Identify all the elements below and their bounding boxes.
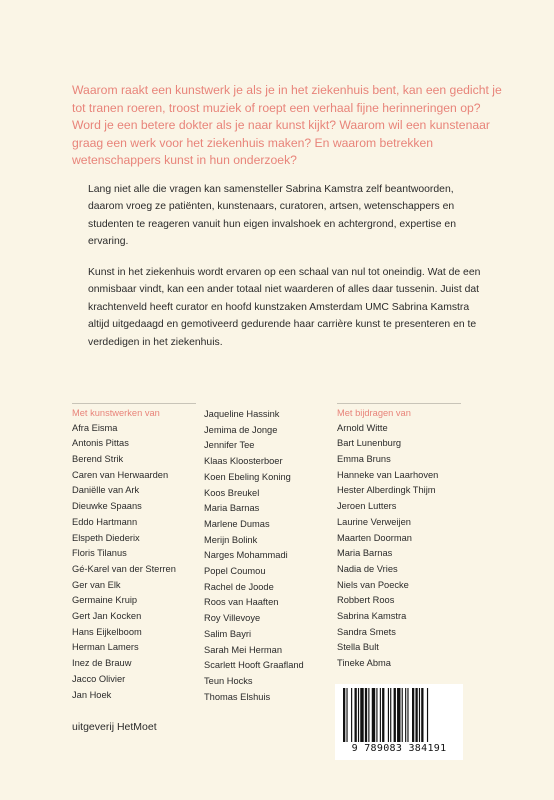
barcode-bar xyxy=(402,688,403,742)
publisher-name: uitgeverij HetMoet xyxy=(72,721,157,733)
barcode-bar xyxy=(355,688,357,742)
name-list-item: Jeroen Lutters xyxy=(337,501,397,512)
barcode-bar xyxy=(427,688,428,742)
name-list-item: Caren van Herwaarden xyxy=(72,469,169,480)
name-list-item: Narges Mohammadi xyxy=(204,550,288,561)
name-list-item: Antonis Pittas xyxy=(72,438,129,449)
barcode-bar xyxy=(372,688,375,742)
name-list-item: Niels van Poecke xyxy=(337,579,409,590)
name-list-item: Herman Lamers xyxy=(72,642,139,653)
name-list-item: Floris Tilanus xyxy=(72,548,127,559)
isbn-number: 9 789083 384191 xyxy=(351,743,447,754)
name-list-item: Jacco Olivier xyxy=(72,673,126,684)
barcode-bar xyxy=(368,688,369,742)
barcode-bar xyxy=(351,688,352,742)
name-list-item: Maarten Doorman xyxy=(337,532,412,543)
name-list-item: Daniëlle van Ark xyxy=(72,485,140,496)
name-list-item: Bart Lunenburg xyxy=(337,438,402,449)
barcode-bar xyxy=(407,688,408,742)
name-list-item: Hans Eijkelboom xyxy=(72,626,142,637)
barcode-bar xyxy=(358,688,359,742)
name-list-item: Popel Coumou xyxy=(204,566,266,577)
name-list-item: Klaas Kloosterboer xyxy=(204,456,283,467)
contributors-column xyxy=(337,403,461,672)
name-list-item: Inez de Brauw xyxy=(72,658,132,669)
name-list-item: Gé-Karel van der Sterren xyxy=(72,563,176,574)
name-list-item: Roos van Haaften xyxy=(204,597,279,608)
intro-questions: Waarom raakt een kunstwerk je als je in het ziekenhuis bent, kan een gedicht je tot tranen roeren, troost muziek of roept een verhaal fijne herinneringen op? Word je een betere dokter als je naar kunst kijkt? Waarom wil een kunstenaar graag een werk voor het ziekenhuis maken? En waarom betrekken wetenschappers kunst in hun onderzoek? xyxy=(72,83,502,167)
barcode-bar xyxy=(365,688,367,742)
name-list-item: Dieuwke Spaans xyxy=(72,501,142,512)
name-list-item: Stella Bult xyxy=(337,642,379,653)
name-list-item: Germaine Kruip xyxy=(72,595,138,606)
barcode-bar xyxy=(421,688,423,742)
name-list-item: Jaqueline Hassink xyxy=(204,409,280,419)
name-list-item: Teun Hocks xyxy=(204,675,253,686)
contributors-heading: Met bijdragen van xyxy=(337,408,411,418)
name-list-item: Jemima de Jonge xyxy=(204,424,278,435)
name-list-item: Merijn Bolink xyxy=(204,534,258,545)
name-list-item: Sabrina Kamstra xyxy=(337,611,407,622)
barcode-bar xyxy=(419,688,420,742)
body-paragraph-2: Kunst in het ziekenhuis wordt ervaren op een schaal van nul tot oneindig. Wat de een onmisbaar vindt, kan een ander totaal niet waarderen of alles daar tussenin. Juist dat krachtenveld heeft curator en hoofd kunstzaken Amsterdam UMC Sabrina Kamstra altijd uitgedaagd en gemotiveerd gedurende haar carrière kunst te presenteren en te verdedigen in het ziekenhuis. xyxy=(88,267,481,348)
barcode-bar xyxy=(390,688,391,742)
barcode-bar xyxy=(415,688,417,742)
name-list-item: Hanneke van Laarhoven xyxy=(337,469,439,480)
artists-column-1 xyxy=(72,403,196,703)
name-list-item: Hester Alberdingk Thijm xyxy=(337,485,436,496)
body-paragraph-1: Lang niet alle die vragen kan samensteller Sabrina Kamstra zelf beantwoorden, daarom vroeg ze patiënten, kunstenaars, curatoren, artsen, wetenschappers en studenten te reageren vanuit hun eigen invalshoek en achtergrond, expertise en ervaring. xyxy=(88,184,456,248)
isbn-barcode xyxy=(335,684,463,760)
barcode-bar xyxy=(376,688,377,742)
barcode-bars xyxy=(341,688,457,742)
name-list-item: Thomas Elshuis xyxy=(204,691,271,702)
barcode-bar xyxy=(346,688,347,742)
barcode-bar xyxy=(388,688,389,742)
name-list-item: Maria Barnas xyxy=(204,503,260,514)
name-list-item: Afra Eisma xyxy=(72,422,118,433)
name-list-item: Jennifer Tee xyxy=(204,440,255,451)
name-list-item: Sandra Smets xyxy=(337,626,396,637)
name-list-item: Elspeth Diederix xyxy=(72,532,140,543)
name-list-item: Nadia de Vries xyxy=(337,563,398,574)
artists-column-2 xyxy=(204,407,316,705)
artists-list-1 xyxy=(72,421,196,704)
name-list-item: Rachel de Joode xyxy=(204,581,274,592)
name-list-item: Salim Bayri xyxy=(204,628,252,639)
name-list-item: Eddo Hartmann xyxy=(72,516,138,527)
name-list-item: Scarlett Hooft Graafland xyxy=(204,660,304,671)
barcode-bar xyxy=(412,688,414,742)
artists-heading: Met kunstwerken van xyxy=(72,408,160,418)
name-list-item: Tineke Abma xyxy=(337,658,391,669)
barcode-bar xyxy=(405,688,406,742)
barcode-bar xyxy=(360,688,363,742)
name-list-item: Roy Villevoye xyxy=(204,613,261,624)
name-list-item: Maria Barnas xyxy=(337,548,393,559)
barcode-bar xyxy=(343,688,345,742)
name-list-item: Gert Jan Kocken xyxy=(72,611,142,622)
barcode-bar xyxy=(394,688,396,742)
name-list-item: Robbert Roos xyxy=(337,595,395,606)
artists-list-2 xyxy=(204,407,316,705)
name-list-item: Ger van Elk xyxy=(72,579,121,590)
name-list-item: Emma Bruns xyxy=(337,454,391,464)
barcode-bar xyxy=(382,688,384,742)
name-list-item: Sarah Mei Herman xyxy=(204,644,283,655)
name-list-item: Koos Breukel xyxy=(204,487,260,498)
contributors-list xyxy=(337,421,461,672)
barcode-bar xyxy=(380,688,381,742)
name-list-item: Koen Ebeling Koning xyxy=(204,471,291,482)
name-list-item: Marlene Dumas xyxy=(204,518,270,529)
name-list-item: Laurine Verweijen xyxy=(337,516,411,527)
name-list-item: Jan Hoek xyxy=(72,689,112,700)
name-list-item: Berend Strik xyxy=(72,454,124,464)
name-list-item: Arnold Witte xyxy=(337,422,388,433)
barcode-bar xyxy=(397,688,400,742)
